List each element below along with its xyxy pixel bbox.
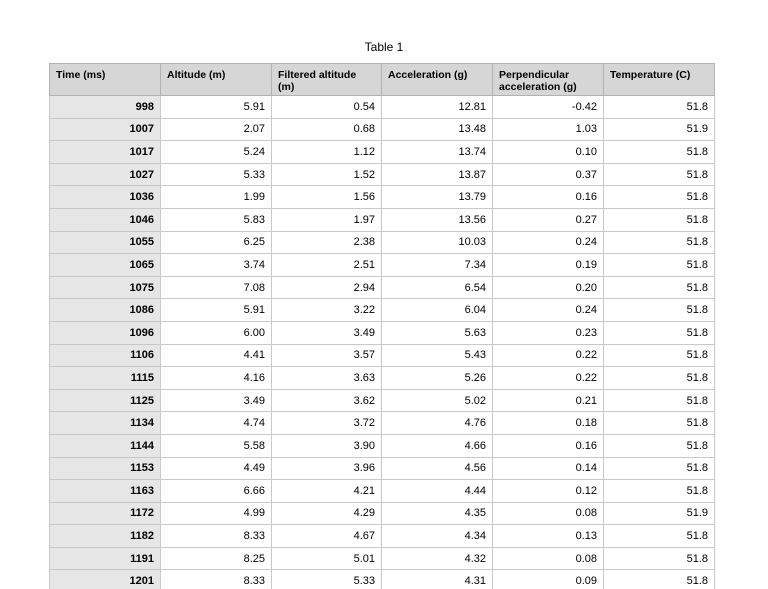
acceleration-cell[interactable]: 13.48 [382, 118, 493, 141]
acceleration-cell[interactable]: 4.44 [382, 480, 493, 503]
altitude-cell[interactable]: 8.25 [161, 547, 272, 570]
perpendicular-acceleration-cell[interactable]: 0.37 [493, 163, 604, 186]
table-row [50, 412, 715, 435]
time-cell[interactable]: 1115 [50, 367, 161, 390]
acceleration-cell[interactable]: 4.66 [382, 434, 493, 457]
altitude-cell[interactable]: 4.41 [161, 344, 272, 367]
temperature-cell[interactable]: 51.8 [604, 412, 715, 435]
altitude-cell[interactable]: 5.33 [161, 163, 272, 186]
perpendicular-acceleration-cell[interactable]: 0.16 [493, 434, 604, 457]
filtered-altitude-cell[interactable]: 4.67 [272, 525, 382, 548]
table-row [50, 480, 715, 503]
filtered-altitude-cell[interactable]: 5.01 [272, 547, 382, 570]
altitude-cell[interactable]: 6.00 [161, 321, 272, 344]
perpendicular-acceleration-cell[interactable]: 0.10 [493, 141, 604, 164]
time-cell[interactable]: 1055 [50, 231, 161, 254]
temperature-cell[interactable]: 51.8 [604, 141, 715, 164]
acceleration-cell[interactable]: 13.79 [382, 186, 493, 209]
temperature-cell[interactable]: 51.8 [604, 231, 715, 254]
filtered-altitude-cell[interactable]: 3.57 [272, 344, 382, 367]
temperature-cell[interactable]: 51.8 [604, 186, 715, 209]
altitude-cell[interactable]: 5.91 [161, 299, 272, 322]
acceleration-cell[interactable]: 5.02 [382, 389, 493, 412]
time-cell[interactable]: 1144 [50, 434, 161, 457]
temperature-cell[interactable]: 51.8 [604, 525, 715, 548]
filtered-altitude-cell[interactable]: 1.12 [272, 141, 382, 164]
acceleration-cell[interactable]: 7.34 [382, 254, 493, 277]
perpendicular-acceleration-cell[interactable]: 0.14 [493, 457, 604, 480]
altitude-cell[interactable]: 5.58 [161, 434, 272, 457]
table-row [50, 389, 715, 412]
table-row [50, 186, 715, 209]
column-header-time: Time (ms) [50, 64, 161, 96]
time-cell[interactable]: 1017 [50, 141, 161, 164]
perpendicular-acceleration-cell[interactable]: 0.22 [493, 344, 604, 367]
time-cell[interactable]: 1065 [50, 254, 161, 277]
table-row [50, 367, 715, 390]
time-cell[interactable]: 1182 [50, 525, 161, 548]
temperature-cell[interactable]: 51.8 [604, 254, 715, 277]
acceleration-cell[interactable]: 12.81 [382, 96, 493, 119]
filtered-altitude-cell[interactable]: 3.72 [272, 412, 382, 435]
filtered-altitude-cell[interactable]: 4.29 [272, 502, 382, 525]
altitude-cell[interactable]: 8.33 [161, 525, 272, 548]
altitude-cell[interactable]: 5.24 [161, 141, 272, 164]
table-row [50, 96, 715, 119]
table-row [50, 525, 715, 548]
filtered-altitude-cell[interactable]: 2.94 [272, 276, 382, 299]
acceleration-cell[interactable]: 10.03 [382, 231, 493, 254]
temperature-cell[interactable]: 51.8 [604, 96, 715, 119]
table-row [50, 208, 715, 231]
acceleration-cell[interactable]: 4.35 [382, 502, 493, 525]
filtered-altitude-cell[interactable]: 4.21 [272, 480, 382, 503]
time-cell[interactable]: 1086 [50, 299, 161, 322]
acceleration-cell[interactable]: 6.54 [382, 276, 493, 299]
column-header-acceleration: Acceleration (g) [382, 64, 493, 96]
perpendicular-acceleration-cell[interactable]: 0.24 [493, 299, 604, 322]
filtered-altitude-cell[interactable]: 3.62 [272, 389, 382, 412]
table-row [50, 118, 715, 141]
table-row [50, 321, 715, 344]
perpendicular-acceleration-cell[interactable]: -0.42 [493, 96, 604, 119]
acceleration-cell[interactable]: 4.34 [382, 525, 493, 548]
filtered-altitude-cell[interactable]: 0.54 [272, 96, 382, 119]
time-cell[interactable]: 1172 [50, 502, 161, 525]
perpendicular-acceleration-cell[interactable]: 0.13 [493, 525, 604, 548]
altitude-cell[interactable]: 4.99 [161, 502, 272, 525]
table-row [50, 141, 715, 164]
perpendicular-acceleration-cell[interactable]: 0.09 [493, 570, 604, 589]
acceleration-cell[interactable]: 5.26 [382, 367, 493, 390]
perpendicular-acceleration-cell[interactable]: 0.24 [493, 231, 604, 254]
table-body [50, 96, 715, 589]
table-row [50, 502, 715, 525]
altitude-cell[interactable]: 2.07 [161, 118, 272, 141]
time-cell[interactable]: 998 [50, 96, 161, 119]
column-header-perpendicular-acceleration: Perpendicular acceleration (g) [493, 64, 604, 96]
table-row [50, 163, 715, 186]
perpendicular-acceleration-cell[interactable]: 0.12 [493, 480, 604, 503]
time-cell[interactable]: 1036 [50, 186, 161, 209]
table-row [50, 299, 715, 322]
column-header-temperature: Temperature (C) [604, 64, 715, 96]
altitude-cell[interactable]: 5.83 [161, 208, 272, 231]
temperature-cell[interactable]: 51.9 [604, 502, 715, 525]
temperature-cell[interactable]: 51.8 [604, 434, 715, 457]
altitude-cell[interactable]: 7.08 [161, 276, 272, 299]
temperature-cell[interactable]: 51.8 [604, 570, 715, 589]
temperature-cell[interactable]: 51.8 [604, 547, 715, 570]
table-row [50, 434, 715, 457]
table-row [50, 231, 715, 254]
altitude-cell[interactable]: 4.16 [161, 367, 272, 390]
column-header-altitude: Altitude (m) [161, 64, 272, 96]
temperature-cell[interactable]: 51.8 [604, 163, 715, 186]
time-cell[interactable]: 1046 [50, 208, 161, 231]
table-row [50, 254, 715, 277]
temperature-cell[interactable]: 51.8 [604, 208, 715, 231]
temperature-cell[interactable]: 51.8 [604, 457, 715, 480]
filtered-altitude-cell[interactable]: 1.97 [272, 208, 382, 231]
acceleration-cell[interactable]: 4.76 [382, 412, 493, 435]
altitude-cell[interactable]: 6.25 [161, 231, 272, 254]
temperature-cell[interactable]: 51.8 [604, 276, 715, 299]
temperature-cell[interactable]: 51.8 [604, 389, 715, 412]
acceleration-cell[interactable]: 13.74 [382, 141, 493, 164]
time-cell[interactable]: 1134 [50, 412, 161, 435]
perpendicular-acceleration-cell[interactable]: 0.22 [493, 367, 604, 390]
table-row [50, 570, 715, 589]
temperature-cell[interactable]: 51.8 [604, 344, 715, 367]
data-table [49, 63, 715, 589]
perpendicular-acceleration-cell[interactable]: 1.03 [493, 118, 604, 141]
altitude-cell[interactable]: 8.33 [161, 570, 272, 589]
acceleration-cell[interactable]: 13.87 [382, 163, 493, 186]
perpendicular-acceleration-cell[interactable]: 0.19 [493, 254, 604, 277]
filtered-altitude-cell[interactable]: 5.33 [272, 570, 382, 589]
altitude-cell[interactable]: 5.91 [161, 96, 272, 119]
filtered-altitude-cell[interactable]: 1.56 [272, 186, 382, 209]
filtered-altitude-cell[interactable]: 3.90 [272, 434, 382, 457]
time-cell[interactable]: 1125 [50, 389, 161, 412]
filtered-altitude-cell[interactable]: 1.52 [272, 163, 382, 186]
time-cell[interactable]: 1191 [50, 547, 161, 570]
table-row [50, 276, 715, 299]
altitude-cell[interactable]: 4.74 [161, 412, 272, 435]
filtered-altitude-cell[interactable]: 3.49 [272, 321, 382, 344]
time-cell[interactable]: 1106 [50, 344, 161, 367]
time-cell[interactable]: 1075 [50, 276, 161, 299]
table-row [50, 344, 715, 367]
filtered-altitude-cell[interactable]: 0.68 [272, 118, 382, 141]
column-header-filtered-altitude: Filtered altitude (m) [272, 64, 382, 96]
perpendicular-acceleration-cell[interactable]: 0.23 [493, 321, 604, 344]
acceleration-cell[interactable]: 4.32 [382, 547, 493, 570]
time-cell[interactable]: 1201 [50, 570, 161, 589]
altitude-cell[interactable]: 6.66 [161, 480, 272, 503]
acceleration-cell[interactable]: 13.56 [382, 208, 493, 231]
acceleration-cell[interactable]: 4.56 [382, 457, 493, 480]
temperature-cell[interactable]: 51.8 [604, 367, 715, 390]
filtered-altitude-cell[interactable]: 3.96 [272, 457, 382, 480]
altitude-cell[interactable]: 3.49 [161, 389, 272, 412]
table-viewport[interactable] [49, 63, 715, 589]
altitude-cell[interactable]: 4.49 [161, 457, 272, 480]
temperature-cell[interactable]: 51.8 [604, 299, 715, 322]
header-row [50, 64, 715, 96]
filtered-altitude-cell[interactable]: 3.63 [272, 367, 382, 390]
altitude-cell[interactable]: 3.74 [161, 254, 272, 277]
filtered-altitude-cell[interactable]: 2.38 [272, 231, 382, 254]
perpendicular-acceleration-cell[interactable]: 0.08 [493, 502, 604, 525]
altitude-cell[interactable]: 1.99 [161, 186, 272, 209]
perpendicular-acceleration-cell[interactable]: 0.20 [493, 276, 604, 299]
time-cell[interactable]: 1153 [50, 457, 161, 480]
acceleration-cell[interactable]: 5.63 [382, 321, 493, 344]
perpendicular-acceleration-cell[interactable]: 0.16 [493, 186, 604, 209]
table-title: Table 1 [364, 40, 404, 54]
perpendicular-acceleration-cell[interactable]: 0.27 [493, 208, 604, 231]
time-cell[interactable]: 1007 [50, 118, 161, 141]
temperature-cell[interactable]: 51.9 [604, 118, 715, 141]
time-cell[interactable]: 1163 [50, 480, 161, 503]
table-row [50, 457, 715, 480]
acceleration-cell[interactable]: 5.43 [382, 344, 493, 367]
filtered-altitude-cell[interactable]: 2.51 [272, 254, 382, 277]
filtered-altitude-cell[interactable]: 3.22 [272, 299, 382, 322]
perpendicular-acceleration-cell[interactable]: 0.08 [493, 547, 604, 570]
temperature-cell[interactable]: 51.8 [604, 321, 715, 344]
perpendicular-acceleration-cell[interactable]: 0.18 [493, 412, 604, 435]
temperature-cell[interactable]: 51.8 [604, 480, 715, 503]
time-cell[interactable]: 1027 [50, 163, 161, 186]
perpendicular-acceleration-cell[interactable]: 0.21 [493, 389, 604, 412]
acceleration-cell[interactable]: 4.31 [382, 570, 493, 589]
table-row [50, 547, 715, 570]
time-cell[interactable]: 1096 [50, 321, 161, 344]
acceleration-cell[interactable]: 6.04 [382, 299, 493, 322]
